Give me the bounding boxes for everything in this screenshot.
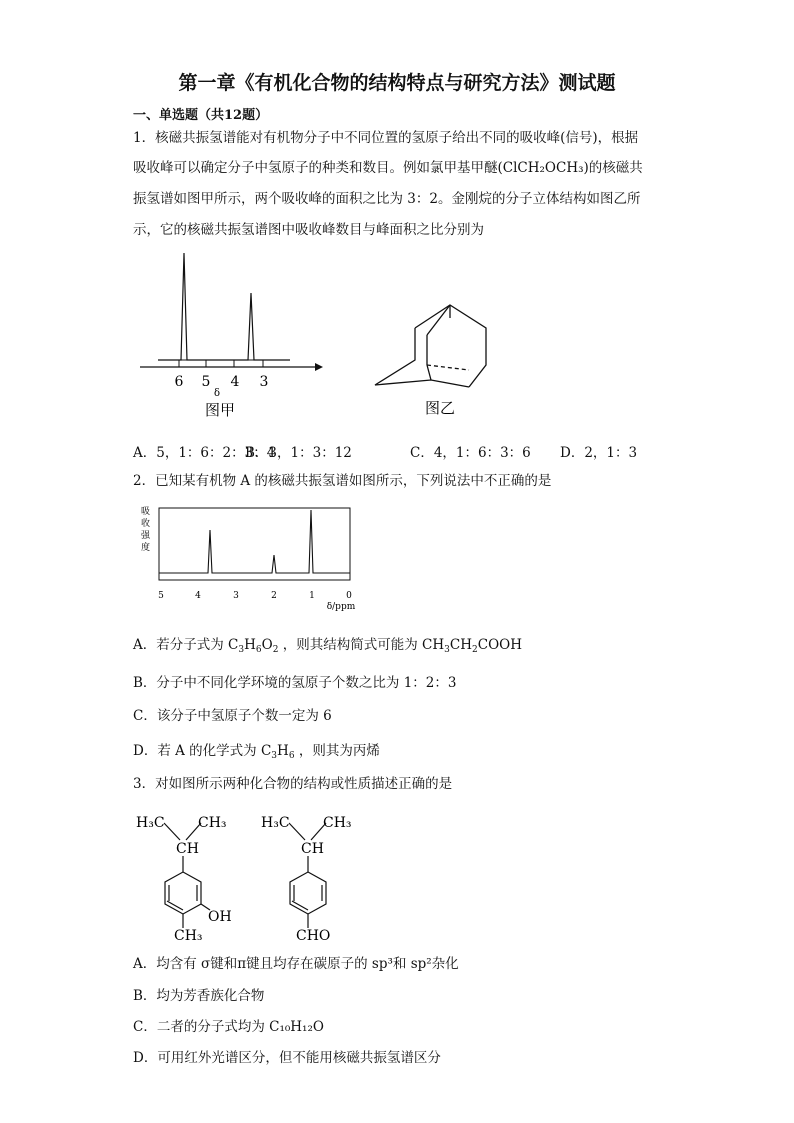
tick-label-6: 6 <box>174 374 184 390</box>
tick-1: 1 <box>309 591 315 601</box>
q1-option-c: C．4，1：6：3：6 <box>410 445 531 461</box>
adamantane-cage <box>375 305 486 387</box>
mol2-bonds <box>289 823 326 928</box>
tick-label-4: 4 <box>230 374 240 390</box>
mol2-h3c: H₃C <box>261 815 290 831</box>
mol1-ch: CH <box>176 841 199 857</box>
tick-5: 5 <box>158 591 164 601</box>
page-title: 第一章《有机化合物的结构特点与研究方法》测试题 <box>178 72 616 94</box>
tick-label-3: 3 <box>259 374 269 390</box>
q3-option-a: A．均含有 σ键和π键且均存在碳原子的 sp³和 sp²杂化 <box>133 956 459 972</box>
adamantane-structure-figure-b <box>365 290 505 430</box>
mol1-h3c: H₃C <box>136 815 165 831</box>
q2-option-d-formula: $C_3H_6$ <box>260 743 295 761</box>
mol1-oh: OH <box>208 909 232 925</box>
q3-option-d: D．可用红外光谱区分，但不能用核磁共振氢谱区分 <box>133 1050 441 1066</box>
section-heading: 一、单选题（共12题） <box>133 108 269 123</box>
tick-label-5: 5 <box>201 374 211 390</box>
q1-line-1: 1．核磁共振氢谱能对有机物分子中不同位置的氢原子给出不同的吸收峰(信号)，根据 <box>133 130 639 146</box>
q2-option-c: C．该分子中氢原子个数一定为 6 <box>133 708 332 724</box>
q2-option-a <box>133 633 522 655</box>
spectrum-peaks <box>159 510 350 573</box>
tick-0: 0 <box>346 591 352 601</box>
axis-arrow <box>315 363 323 371</box>
plot-frame <box>159 508 350 580</box>
q2-option-b: B．分子中不同化学环境的氢原子个数之比为 1：2：3 <box>133 675 457 691</box>
mol1-ch3-bottom: CH₃ <box>174 928 203 944</box>
nmr-spectrum-figure-a <box>130 245 340 425</box>
delta-label: δ <box>213 388 221 399</box>
q2-option-a-prefix: A．若分子式为 <box>133 637 224 653</box>
xlabel: δ/ppm <box>326 602 356 612</box>
mol2-ch3: CH₃ <box>323 815 352 831</box>
mol2-cho: CHO <box>296 928 331 944</box>
nmr-spectrum-q2 <box>133 500 373 615</box>
q2-option-a-formula: $C_3H_6O_2$ <box>228 637 279 655</box>
q2-stem: 2．已知某有机物 A 的核磁共振氢谱如图所示，下列说法中不正确的是 <box>133 473 552 489</box>
q3-stem: 3．对如图所示两种化合物的结构或性质描述正确的是 <box>133 776 453 792</box>
q2-option-a-structure: $CH_3CH_2COOH$ <box>422 637 522 655</box>
q1-option-b: B．3，1：3：12 <box>245 445 352 461</box>
q1-line-3: 振氢谱如图甲所示，两个吸收峰的面积之比为 3：2。金刚烷的分子立体结构如图乙所 <box>133 191 641 207</box>
q2-option-d <box>133 739 380 761</box>
ylabel-char-1: 吸 <box>141 507 151 517</box>
q1-option-d: D．2，1：3 <box>560 445 638 461</box>
mol1-bonds <box>164 823 210 928</box>
mol1-ch3: CH₃ <box>198 815 227 831</box>
q2-option-a-middle: ，则其结构简式可能为 <box>282 637 418 653</box>
ylabel-char-3: 强 <box>141 531 151 541</box>
spectrum-peaks <box>158 253 290 360</box>
molecule-1-structure <box>130 810 250 945</box>
tick-3: 3 <box>233 591 239 601</box>
q2-option-d-suffix: ，则其为丙烯 <box>298 743 380 759</box>
ylabel-char-4: 度 <box>141 543 151 553</box>
q3-option-c: C．二者的分子式均为 C₁₀H₁₂O <box>133 1019 324 1035</box>
ylabel-char-2: 收 <box>141 519 151 529</box>
tick-2: 2 <box>271 591 277 601</box>
molecule-2-structure <box>255 810 375 945</box>
q2-option-d-prefix: D．若 A 的化学式为 <box>133 743 257 759</box>
figure-a-caption: 图甲 <box>204 401 236 419</box>
q1-option-a: A．5，1：6：2：3：4 <box>133 445 276 461</box>
q3-option-b: B．均为芳香族化合物 <box>133 988 265 1004</box>
mol2-ch: CH <box>301 841 324 857</box>
figure-b-caption: 图乙 <box>424 399 456 417</box>
tick-4: 4 <box>195 591 201 601</box>
q1-line-4: 示，它的核磁共振氢谱图中吸收峰数目与峰面积之比分别为 <box>133 222 484 238</box>
q1-line-2: 吸收峰可以确定分子中氢原子的种类和数目。例如氯甲基甲醚(ClCH₂OCH₃)的核磁共 <box>133 160 643 176</box>
